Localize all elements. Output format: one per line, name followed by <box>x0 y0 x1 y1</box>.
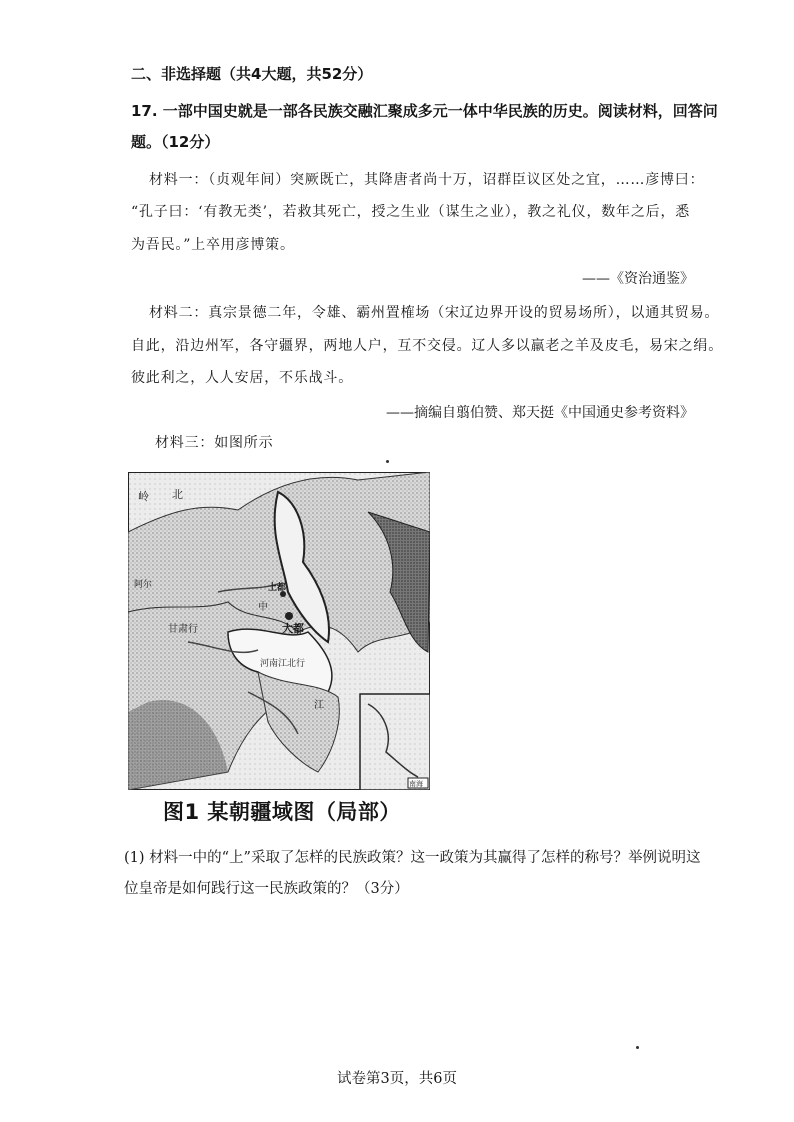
subquestion-1-line-1: (1) 材料一中的“上”采取了怎样的民族政策？这一政策为其赢得了怎样的称号？举例说明这 <box>124 850 701 866</box>
map-label-north-left: 岭 <box>138 490 149 503</box>
map-label-dadu: 大都 <box>282 622 304 635</box>
material-2-line-3: 彼此利之，人人安居，不乐战斗。 <box>131 370 353 386</box>
scan-speck <box>636 1046 639 1049</box>
map-inset-tag: 南海 <box>409 780 423 788</box>
material-1-source: ——《资治通鉴》 <box>582 271 694 287</box>
figure-caption: 图1 某朝疆域图（局部） <box>163 800 401 824</box>
map-label-jiang: 江 <box>314 700 324 711</box>
question-17-line-2: 题。（12分） <box>131 133 220 151</box>
map-label-north-mid: 北 <box>172 488 183 501</box>
territory-map-drawing <box>128 472 430 790</box>
map-label-west: 阿尔 <box>134 580 153 590</box>
map-label-zhong: 中 <box>258 602 268 613</box>
material-1-line-3: 为吾民。”上卒用彦博策。 <box>131 237 295 253</box>
material-3-line-1: 材料三：如图所示 <box>155 435 274 451</box>
map-label-gansu: 甘肃行 <box>168 624 198 635</box>
map-label-shangdu: 上都 <box>268 583 287 593</box>
material-2-line-2: 自此，沿边州军，各守疆界，两地人户，互不交侵。辽人多以羸老之羊及皮毛，易宋之绢。 <box>131 338 723 354</box>
material-2-line-1: 材料二：真宗景德二年，令雄、霸州置榷场（宋辽边界开设的贸易场所），以通其贸易。 <box>149 305 720 321</box>
map-label-henan: 河南江北行 <box>260 659 306 669</box>
scan-speck <box>386 460 389 463</box>
territory-map <box>128 472 430 790</box>
subquestion-1-line-2: 位皇帝是如何践行这一民族政策的？（3分） <box>124 881 409 897</box>
page-footer: 试卷第3页，共6页 <box>337 1071 457 1087</box>
material-1-line-1: 材料一：（贞观年间）突厥既亡，其降唐者尚十万，诏群臣议区处之宜，……彦博曰： <box>149 172 705 188</box>
material-2-source: ——摘编自翦伯赞、郑天挺《中国通史参考资料》 <box>386 405 694 421</box>
question-17-line-1: 17. 一部中国史就是一部各民族交融汇聚成多元一体中华民族的历史。阅读材料，回答问 <box>131 102 718 120</box>
material-1-line-2: “孔子曰：‘有教无类’，若救其死亡，授之生业（谋生之业），教之礼仪，数年之后，悉 <box>131 204 691 220</box>
section-title: 二、非选择题（共4大题，共52分） <box>131 65 373 83</box>
